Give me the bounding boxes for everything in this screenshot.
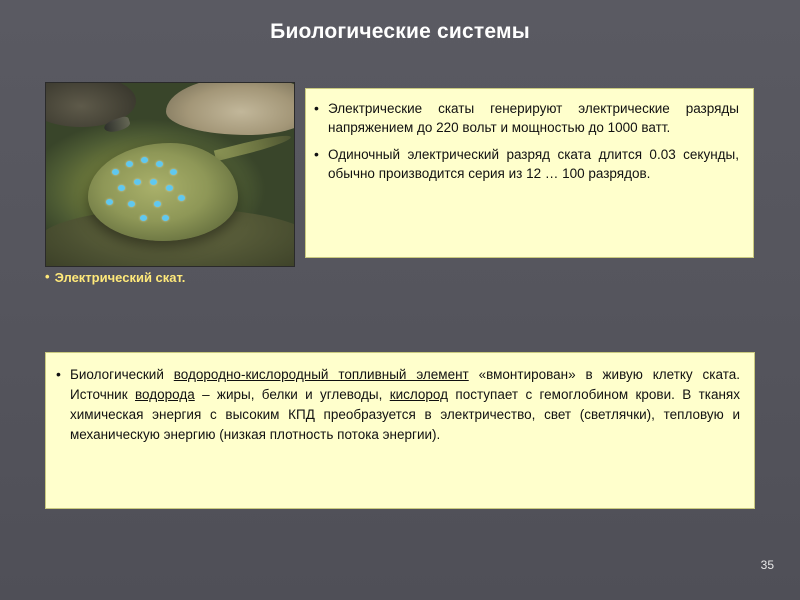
photo-ray-spot	[166, 185, 173, 191]
underlined-term: водорода	[134, 387, 195, 402]
slide-number: 35	[760, 558, 774, 572]
page-title: Биологические системы	[270, 20, 530, 43]
photo-ray-spot	[170, 169, 177, 175]
description-paragraph	[56, 365, 740, 445]
photo-ray-spot	[154, 201, 161, 207]
description-segment: «вмонтирован» в живую клетку ската. Источник	[70, 367, 740, 402]
underlined-term: водородно-кислородный топливный элемент	[173, 367, 469, 382]
photo-caption	[45, 270, 185, 285]
fact-text: Одиночный электрический разряд ската длится 0.03 секунды, обычно производится серия из 12 … 100 разрядов.	[328, 147, 739, 181]
photo-ray-spot	[112, 169, 119, 175]
description-box	[45, 352, 755, 509]
facts-box	[305, 88, 754, 258]
list-bullet: •	[56, 366, 61, 382]
photo-ray-spot	[118, 185, 125, 191]
photo-rock-top	[166, 82, 295, 135]
description-segment: – жиры, белки и углеводы,	[194, 387, 390, 402]
fact-paragraph	[314, 99, 739, 137]
photo-ray-spot	[156, 161, 163, 167]
photo-ray-spot	[134, 179, 141, 185]
description-segment: поступает с гемоглобином крови. В тканях химическая энергия с высоким КПД преобразуется в электричество, свет (светлячки), тепловую и механическую энергию (низкая плотность потока энергии).	[70, 387, 740, 442]
photo-ray-spot	[128, 201, 135, 207]
photo-ray-spot	[141, 157, 148, 163]
fact-text: Электрические скаты генерируют электрические разряды напряжением до 220 вольт и мощностью до 1000 ватт.	[328, 101, 739, 135]
photo-ray-spot	[126, 161, 133, 167]
description-segment: Биологический	[70, 367, 174, 382]
description-text	[70, 365, 740, 445]
list-bullet: •	[314, 146, 319, 162]
electric-ray-photo	[45, 82, 295, 267]
photo-ray-spot	[178, 195, 185, 201]
photo-ray-spot	[150, 179, 157, 185]
fact-paragraph	[314, 145, 739, 183]
underlined-term: кислород	[389, 387, 449, 402]
caption-bullet: •	[45, 269, 50, 284]
caption-text: Электрический скат.	[54, 270, 186, 285]
photo-ray-spot	[162, 215, 169, 221]
photo-ray-spot	[106, 199, 113, 205]
photo-ray-spot	[140, 215, 147, 221]
list-bullet: •	[314, 100, 319, 116]
